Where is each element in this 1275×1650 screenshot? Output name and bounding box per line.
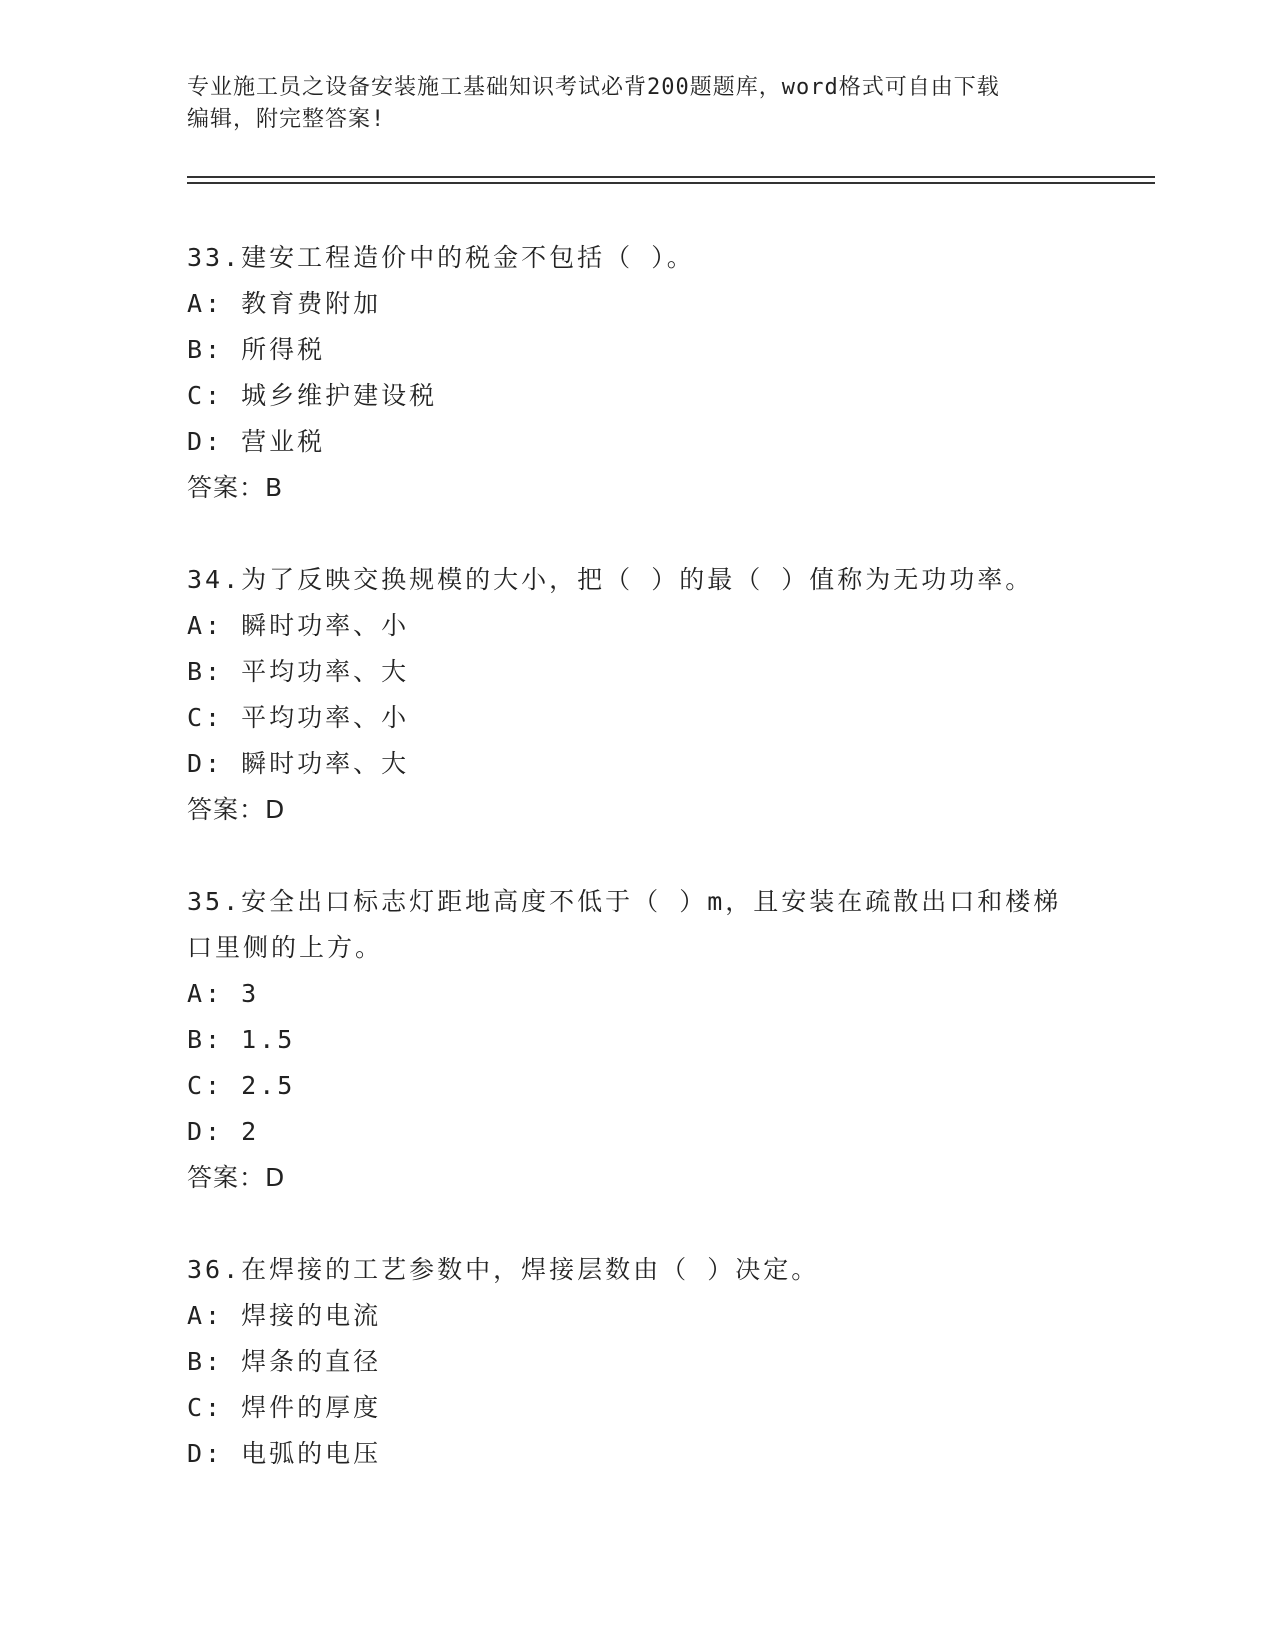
option-d: D: 瞬时功率、大 — [187, 749, 410, 778]
question-stem: 35.安全出口标志灯距地高度不低于（ ）m，且安装在疏散出口和楼梯口里侧的上方。 — [187, 887, 1062, 962]
answer-line: 答案：D — [187, 1163, 286, 1192]
option-b: B: 1.5 — [187, 1025, 296, 1054]
option-c: C: 2.5 — [187, 1071, 296, 1100]
option-d: D: 电弧的电压 — [187, 1439, 382, 1468]
option-b: B: 焊条的直径 — [187, 1347, 382, 1376]
question-33 — [187, 235, 1087, 511]
header-divider-bottom — [187, 182, 1155, 184]
question-list — [187, 235, 1087, 1477]
option-d: D: 营业税 — [187, 427, 326, 456]
header-divider-top — [187, 176, 1155, 178]
answer-line: 答案：D — [187, 795, 286, 824]
option-b: B: 所得税 — [187, 335, 326, 364]
question-stem: 36.在焊接的工艺参数中，焊接层数由（ ）决定。 — [187, 1255, 820, 1284]
question-36 — [187, 1247, 1087, 1477]
option-a: A: 3 — [187, 979, 260, 1008]
option-c: C: 平均功率、小 — [187, 703, 410, 732]
option-a: A: 瞬时功率、小 — [187, 611, 410, 640]
question-stem: 34.为了反映交换规模的大小，把（ ）的最（ ）值称为无功功率。 — [187, 565, 1034, 594]
document-header — [187, 72, 1067, 136]
header-line-1: 专业施工员之设备安装施工基础知识考试必背200题题库，word格式可自由下载 — [187, 75, 1000, 100]
question-34 — [187, 557, 1087, 833]
option-a: A: 焊接的电流 — [187, 1301, 382, 1330]
question-stem: 33.建安工程造价中的税金不包括（ ）。 — [187, 243, 695, 272]
option-c: C: 焊件的厚度 — [187, 1393, 382, 1422]
question-35 — [187, 879, 1087, 1201]
option-c: C: 城乡维护建设税 — [187, 381, 438, 410]
option-d: D: 2 — [187, 1117, 260, 1146]
option-a: A: 教育费附加 — [187, 289, 382, 318]
header-line-2: 编辑，附完整答案! — [187, 107, 386, 132]
option-b: B: 平均功率、大 — [187, 657, 410, 686]
answer-line: 答案：B — [187, 473, 284, 502]
